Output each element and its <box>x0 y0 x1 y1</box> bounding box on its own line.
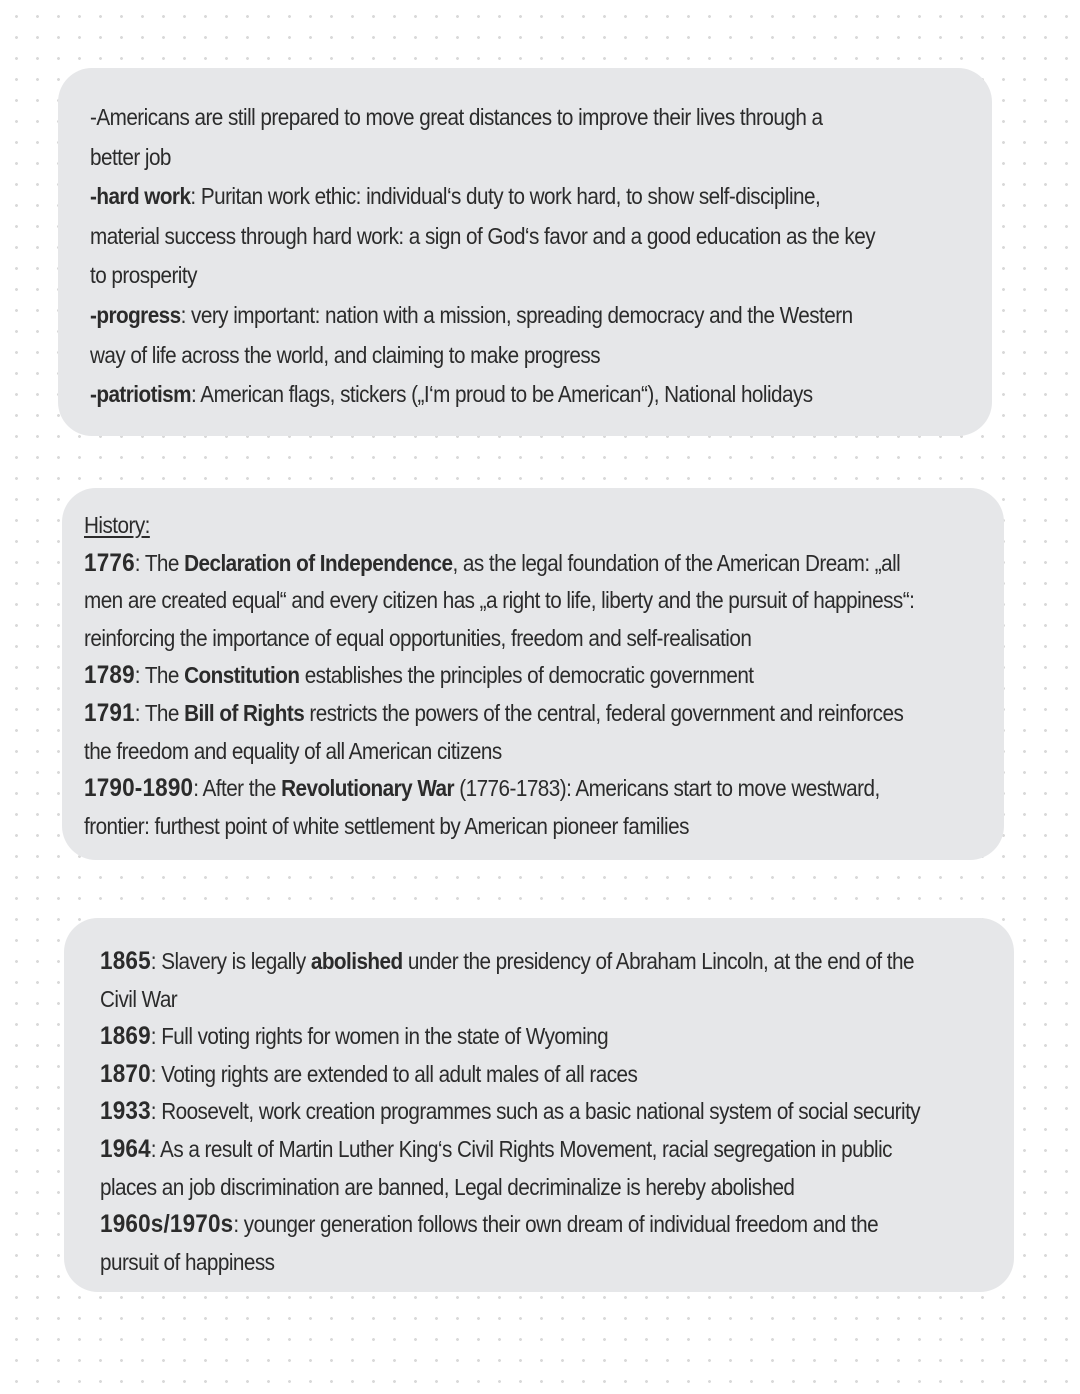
event-1791 <box>84 695 904 733</box>
values-line: better job <box>90 143 171 170</box>
event-year: 1869 <box>100 1022 151 1051</box>
event-1790-1890-cont: frontier: furthest point of white settlement by American pioneer families <box>84 812 689 839</box>
event-year: 1790-1890 <box>84 774 194 803</box>
hard-work-term: -hard work <box>90 183 191 210</box>
event-text: establishes the principles of democratic government <box>299 662 754 689</box>
event-1776-cont: reinforcing the importance of equal opportunities, freedom and self-realisation <box>84 624 752 651</box>
event-1964 <box>100 1131 896 1169</box>
timeline-card <box>64 918 1014 1292</box>
event-1960s-1970s <box>100 1206 896 1244</box>
event-year: 1933 <box>100 1097 151 1126</box>
event-1933 <box>100 1093 921 1131</box>
event-text: : As a result of Martin Luther King‘s Civil Rights Movement, racial segregation in public <box>150 1135 892 1162</box>
event-1776-cont: men are created equal“ and every citizen has „a right to life, liberty and the pursuit of happiness“: <box>84 587 915 614</box>
event-keyword: Bill of Rights <box>184 699 305 726</box>
event-1789 <box>84 657 885 695</box>
progress-line <box>90 296 866 336</box>
event-text: : After the <box>193 775 282 802</box>
event-year: 1870 <box>100 1059 151 1088</box>
event-year: 1776 <box>84 548 135 577</box>
event-1865-cont: Civil War <box>100 985 178 1012</box>
progress-term: -progress <box>90 301 181 328</box>
event-1790-1890 <box>84 770 885 808</box>
values-card <box>58 68 992 436</box>
event-text: : The <box>134 662 185 689</box>
event-1865 <box>100 943 914 981</box>
event-year: 1964 <box>100 1134 151 1163</box>
progress-text: : very important: nation with a mission, spreading democracy and the Western <box>180 301 853 328</box>
event-year: 1791 <box>84 698 135 727</box>
event-text: restricts the powers of the central, federal government and reinforces <box>304 699 904 726</box>
progress-line: way of life across the world, and claiming to make progress <box>90 341 601 368</box>
event-1869 <box>100 1018 896 1056</box>
event-text: under the presidency of Abraham Lincoln, at the end of the <box>402 948 914 974</box>
event-1960s-1970s-cont: pursuit of happiness <box>100 1248 275 1275</box>
values-line: -Americans are still prepared to move great distances to improve their lives through a <box>90 104 823 130</box>
event-year: 1960s/1970s <box>100 1210 234 1239</box>
event-keyword: abolished <box>310 948 403 974</box>
event-year: 1789 <box>84 661 135 690</box>
event-text: , as the legal foundation of the American Dream: „all <box>452 549 901 576</box>
event-keyword: Constitution <box>184 662 300 689</box>
patriotism-term: -patriotism <box>90 381 192 408</box>
history-card <box>62 488 1004 860</box>
event-text: : The <box>134 699 185 726</box>
event-keyword: Revolutionary War <box>281 775 455 802</box>
event-1870 <box>100 1056 896 1094</box>
event-text: (1776-1783): Americans start to move westward, <box>454 775 880 802</box>
hard-work-line <box>90 177 866 217</box>
hard-work-text: : Puritan work ethic: individual‘s duty to work hard, to show self-discipline, <box>190 183 821 210</box>
event-text: : Slavery is legally <box>150 948 311 974</box>
event-text: : younger generation follows their own dream of individual freedom and the <box>233 1211 879 1238</box>
hard-work-line: to prosperity <box>90 262 197 289</box>
patriotism-text: : American flags, stickers („I‘m proud to be American“), National holidays <box>191 381 813 408</box>
event-text: : Full voting rights for women in the state of Wyoming <box>150 1023 609 1050</box>
event-1964-cont: places an job discrimination are banned, Legal decriminalize is hereby abolished <box>100 1173 795 1200</box>
event-year: 1865 <box>100 947 151 975</box>
event-text: : Voting rights are extended to all adult males of all races <box>150 1060 638 1087</box>
event-text: : Roosevelt, work creation programmes such as a basic national system of social security <box>150 1098 921 1125</box>
event-text: : The <box>134 549 185 576</box>
event-1791-cont: the freedom and equality of all American citizens <box>84 737 502 764</box>
history-heading: History: <box>84 512 150 538</box>
patriotism-line <box>90 375 866 415</box>
event-keyword: Declaration of Independence <box>184 549 453 576</box>
event-1776 <box>84 545 901 583</box>
hard-work-line: material success through hard work: a sign of God‘s favor and a good education as the key <box>90 222 876 249</box>
